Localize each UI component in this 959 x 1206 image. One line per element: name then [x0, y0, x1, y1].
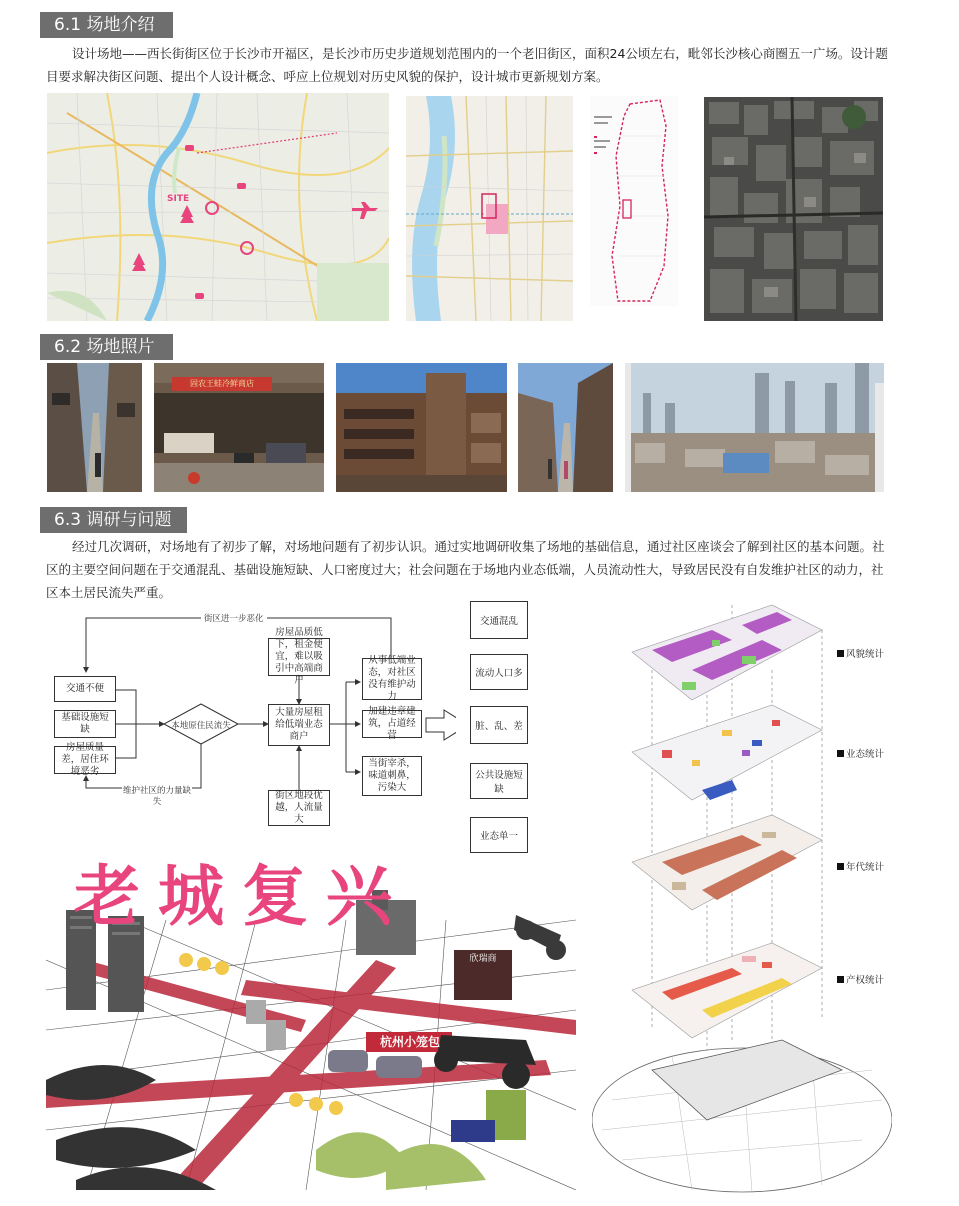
problem-flowchart	[46, 600, 456, 860]
layered-analysis-diagram	[592, 600, 892, 1200]
layer-label-ownership	[837, 972, 884, 986]
middle-box: 大量房屋租给低端业态商户	[268, 704, 330, 746]
upper-box: 房屋品质低下，租金便宜，难以吸引中高端商户	[268, 638, 330, 676]
flow-top-label: 街区进一步恶化	[201, 612, 267, 624]
urban-renewal-collage	[46, 860, 576, 1190]
collage-shop-sign-1: 杭州小笼包	[379, 1035, 440, 1049]
city-location-map	[47, 93, 389, 321]
planning-boundary-map	[590, 96, 678, 306]
shop-sign-text: 固农王蛙冷鲜商店	[190, 379, 254, 388]
problem-floating-population: 流动人口多	[470, 654, 528, 690]
lane-photo	[518, 363, 613, 492]
collage-shop-sign-2: 欣瑞商	[469, 954, 497, 964]
cause-infrastructure: 基础设施短缺	[54, 710, 116, 738]
cause-housing: 房屋质量差，居住环境恶劣	[54, 746, 116, 774]
section-title-research	[40, 507, 187, 533]
problem-public-facilities: 公共设施短缺	[470, 763, 528, 799]
effect-1: 从事低端业态，对社区没有维护动力	[362, 658, 422, 700]
section-title-research-text: 6.3 调研与问题	[54, 510, 172, 530]
flow-center-label: 本地原住民流失	[171, 721, 231, 731]
flow-bottom-label: 维护社区的力量缺失	[122, 786, 191, 807]
layer-label-business-text: 业态统计	[846, 749, 885, 760]
cause-traffic: 交通不便	[54, 676, 116, 702]
intro-paragraph: 设计场地——西长街街区位于长沙市开福区，是长沙市历史步道规划范围内的一个老旧街区，面积24公顷左右，毗邻长沙核心商圈五一广场。设计题目要求解决街区问题、提出个人设计概念、呼应上位规划对历史风貌的保护，设计城市更新规划方案。	[46, 46, 888, 84]
layer-label-business	[837, 746, 884, 760]
layer-label-style-text: 风貌统计	[846, 649, 885, 660]
effect-3: 当街宰杀，味道刺鼻，污染大	[362, 756, 422, 796]
section-title-intro	[40, 12, 173, 38]
problem-single-business: 业态单一	[470, 817, 528, 853]
layer-label-ownership-text: 产权统计	[846, 975, 885, 986]
shopfront-photo	[154, 363, 324, 492]
old-building-photo	[336, 363, 507, 492]
river-district-map	[406, 96, 573, 321]
section-title-photos-text: 6.2 场地照片	[54, 337, 155, 357]
section-title-photos	[40, 334, 173, 360]
problem-dirty-messy: 脏、乱、差	[470, 706, 528, 744]
collage-headline: 老城复兴	[74, 860, 410, 934]
layer-label-style	[837, 646, 884, 660]
problem-traffic: 交通混乱	[470, 601, 528, 639]
site-label: SITE	[167, 194, 190, 204]
lower-box: 街区地段优越，人流量大	[268, 790, 330, 826]
street-alley-photo	[47, 363, 142, 492]
research-paragraph: 经过几次调研，对场地有了初步了解，对场地问题有了初步认识。通过实地调研收集了场地的基础信息，通过社区座谈会了解到社区的基本问题。社区的主要空间问题在于交通混乱、基础设施短缺、人口密度过大；社会问题在于场地内业态低端，人员流动性大，导致居民没有自发维护社区的动力，社区本土居民流失严重。	[46, 539, 885, 600]
section-title-intro-text: 6.1 场地介绍	[54, 15, 155, 35]
skyline-photo	[625, 363, 884, 492]
layer-label-age	[837, 859, 884, 873]
layer-label-age-text: 年代统计	[846, 862, 885, 873]
effect-2: 加建违章建筑，占道经营	[362, 710, 422, 738]
aerial-photo	[704, 97, 883, 321]
